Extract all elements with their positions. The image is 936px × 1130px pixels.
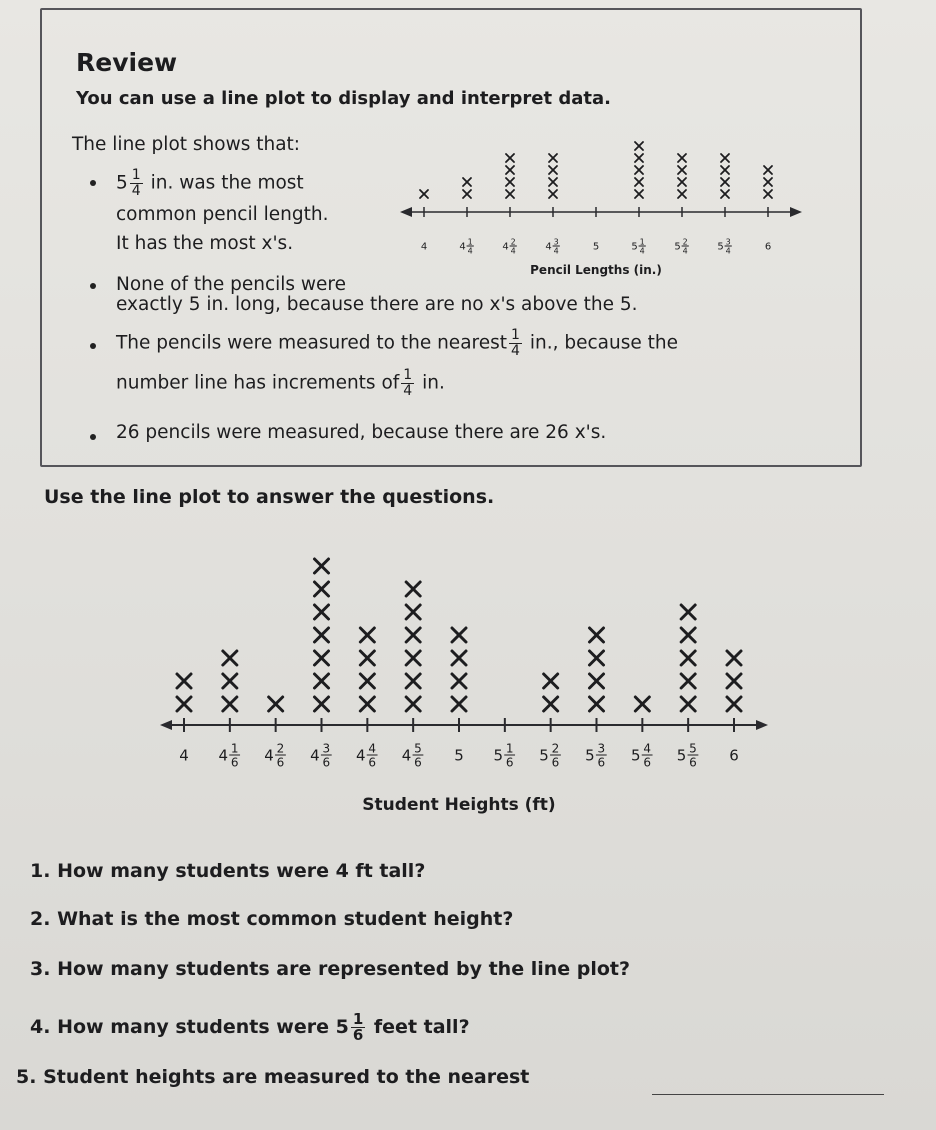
x-mark — [406, 628, 420, 642]
axis-arrow-right — [756, 720, 768, 730]
svg-text:1: 1 — [505, 741, 514, 756]
svg-text:4: 4 — [553, 246, 559, 256]
x-mark — [549, 166, 557, 174]
x-mark — [721, 190, 729, 198]
x-mark — [506, 154, 514, 162]
question-3: 3. How many students are represented by the line plot? — [30, 958, 631, 980]
bullet-2-line-1: None of the pencils were — [116, 274, 347, 295]
x-mark — [463, 190, 471, 198]
svg-text:5: 5 — [585, 746, 595, 765]
tick-label — [674, 237, 688, 255]
svg-text:1: 1 — [230, 741, 239, 756]
tick-label — [402, 742, 424, 770]
tick-label — [421, 242, 427, 253]
svg-text:4: 4 — [368, 741, 376, 756]
x-mark — [452, 674, 466, 688]
x-mark — [635, 178, 643, 186]
student-heights-line-plot — [140, 540, 780, 830]
tick-label — [585, 742, 607, 770]
x-mark — [635, 166, 643, 174]
svg-text:5: 5 — [689, 741, 697, 756]
svg-text:6: 6 — [551, 755, 560, 770]
svg-text:4: 4 — [264, 746, 274, 765]
x-mark — [681, 674, 695, 688]
question-1: 1. How many students were 4 ft tall? — [30, 860, 426, 882]
x-mark — [506, 178, 514, 186]
x-mark — [764, 190, 772, 198]
axis-arrow-left — [160, 720, 172, 730]
svg-text:4: 4 — [355, 746, 366, 765]
axis-arrow-left — [400, 207, 412, 217]
tick-label — [631, 742, 653, 770]
x-mark — [549, 190, 557, 198]
svg-text:6: 6 — [276, 755, 285, 770]
svg-text:6: 6 — [729, 746, 739, 765]
svg-text:5: 5 — [539, 746, 549, 765]
x-mark — [406, 582, 420, 596]
svg-text:2: 2 — [510, 237, 516, 247]
svg-text:4: 4 — [179, 746, 189, 765]
svg-text:6: 6 — [689, 755, 697, 770]
x-mark — [360, 674, 374, 688]
x-mark — [452, 651, 466, 665]
bullet-3 — [90, 343, 96, 349]
svg-text:4: 4 — [467, 246, 473, 256]
x-mark — [544, 697, 558, 711]
x-mark — [315, 697, 329, 711]
svg-text:5: 5 — [630, 746, 641, 765]
svg-text:2: 2 — [551, 741, 560, 756]
review-title: Review — [76, 48, 178, 77]
tick-label — [539, 742, 561, 770]
svg-text:1: 1 — [639, 237, 645, 247]
x-mark — [635, 142, 643, 150]
bullet-1 — [90, 180, 96, 186]
review-line-plot-shows: The line plot shows that: — [72, 134, 301, 155]
svg-text:5: 5 — [414, 741, 422, 756]
x-mark — [678, 178, 686, 186]
x-mark — [463, 178, 471, 186]
x-mark — [681, 605, 695, 619]
x-mark — [315, 651, 329, 665]
x-mark — [420, 190, 428, 198]
x-mark — [678, 166, 686, 174]
svg-text:4: 4 — [459, 241, 466, 253]
svg-text:4: 4 — [401, 746, 412, 765]
x-mark — [727, 651, 741, 665]
question-2: 2. What is the most common student height? — [30, 908, 514, 930]
answer-line[interactable] — [652, 1094, 884, 1095]
svg-text:3: 3 — [553, 237, 559, 247]
x-mark — [678, 154, 686, 162]
question-5: 5. Student heights are measured to the nearest — [16, 1066, 530, 1088]
svg-text:6: 6 — [414, 755, 422, 770]
svg-text:6: 6 — [322, 755, 331, 770]
tick-label — [310, 742, 332, 770]
x-mark — [681, 697, 695, 711]
x-mark — [406, 697, 420, 711]
x-mark — [506, 166, 514, 174]
x-mark — [721, 154, 729, 162]
x-mark — [177, 674, 191, 688]
bullet-4-text: 26 pencils were measured, because there are 26 x's. — [116, 422, 607, 443]
svg-text:5: 5 — [674, 241, 681, 253]
bullet-1-line-1: 5 $\frac{1}{4}$ in. was the most — [116, 167, 304, 199]
tick-label — [729, 746, 739, 764]
tick-label — [677, 742, 699, 770]
x-mark — [721, 178, 729, 186]
x-mark — [544, 674, 558, 688]
svg-text:5: 5 — [676, 746, 687, 765]
svg-text:4: 4 — [218, 746, 229, 765]
review-intro: You can use a line plot to display and interpret data. — [76, 88, 611, 109]
svg-text:4: 4 — [420, 241, 428, 253]
svg-text:5: 5 — [454, 746, 464, 765]
x-mark — [360, 651, 374, 665]
x-mark — [549, 154, 557, 162]
x-mark — [406, 674, 420, 688]
x-mark — [223, 697, 237, 711]
x-mark — [635, 154, 643, 162]
svg-text:5: 5 — [493, 746, 504, 765]
bullet-3-line-1: The pencils were measured to the nearest $\frac{1}{4}$ in., because the — [116, 327, 678, 359]
svg-text:2: 2 — [276, 741, 285, 756]
tick-label — [502, 237, 516, 255]
tick-label — [264, 742, 286, 770]
svg-text:5: 5 — [717, 241, 724, 253]
pencil-lengths-line-plot — [390, 128, 810, 288]
x-mark — [315, 628, 329, 642]
x-mark — [452, 628, 466, 642]
bullet-1-line-2: common pencil length. — [116, 204, 329, 225]
svg-text:3: 3 — [322, 741, 331, 756]
x-mark — [315, 605, 329, 619]
x-mark — [681, 628, 695, 642]
svg-text:3: 3 — [725, 237, 731, 247]
x-mark — [315, 559, 329, 573]
bullet-1-line-3: It has the most x's. — [116, 233, 294, 254]
tick-label — [356, 742, 378, 770]
tick-label — [454, 746, 464, 764]
bullet-2-line-2: exactly 5 in. long, because there are no x's above the 5. — [116, 294, 638, 315]
x-mark — [727, 674, 741, 688]
chart-title: Pencil Lengths (in.) — [530, 263, 662, 277]
svg-text:4: 4 — [639, 246, 645, 256]
x-mark — [315, 582, 329, 596]
x-mark — [721, 166, 729, 174]
x-mark — [678, 190, 686, 198]
axis-arrow-right — [790, 207, 802, 217]
svg-text:6: 6 — [643, 755, 651, 770]
svg-text:4: 4 — [545, 241, 552, 253]
bullet-2 — [90, 283, 96, 289]
x-mark — [452, 697, 466, 711]
x-mark — [764, 178, 772, 186]
question-4: 4. How many students were 5 $\frac{1}{6}$ feet tall? — [30, 1010, 470, 1044]
x-mark — [360, 628, 374, 642]
x-mark — [590, 674, 604, 688]
svg-text:6: 6 — [505, 755, 514, 770]
svg-text:4: 4 — [502, 241, 509, 253]
x-mark — [406, 605, 420, 619]
tick-label — [593, 242, 599, 253]
svg-text:6: 6 — [368, 755, 376, 770]
x-mark — [549, 178, 557, 186]
bullet-4 — [90, 434, 96, 440]
x-mark — [764, 166, 772, 174]
x-mark — [315, 674, 329, 688]
x-mark — [727, 697, 741, 711]
svg-text:6: 6 — [597, 755, 606, 770]
svg-text:2: 2 — [682, 237, 688, 247]
svg-text:4: 4 — [725, 246, 731, 256]
svg-text:1: 1 — [467, 237, 473, 247]
tick-label — [631, 237, 645, 255]
svg-text:3: 3 — [597, 741, 606, 756]
x-mark — [590, 651, 604, 665]
tick-label — [545, 237, 559, 255]
x-mark — [681, 651, 695, 665]
x-mark — [635, 697, 649, 711]
svg-text:4: 4 — [682, 246, 688, 256]
tick-label — [218, 742, 240, 770]
tick-label — [459, 237, 473, 255]
x-mark — [269, 697, 283, 711]
svg-text:5: 5 — [592, 241, 600, 253]
chart-title: Student Heights (ft) — [362, 795, 556, 815]
svg-text:6: 6 — [230, 755, 239, 770]
tick-label — [493, 742, 515, 770]
svg-text:4: 4 — [643, 741, 651, 756]
x-mark — [506, 190, 514, 198]
svg-text:6: 6 — [764, 241, 772, 253]
x-mark — [635, 190, 643, 198]
x-mark — [177, 697, 191, 711]
x-mark — [406, 651, 420, 665]
tick-label — [717, 237, 731, 255]
x-mark — [590, 628, 604, 642]
tick-label — [179, 746, 189, 764]
x-mark — [223, 651, 237, 665]
instructions: Use the line plot to answer the questions. — [44, 486, 495, 508]
tick-label — [765, 242, 771, 253]
svg-text:4: 4 — [310, 746, 320, 765]
x-mark — [590, 697, 604, 711]
bullet-3-line-2: number line has increments of $\frac{1}{4}$ in. — [116, 367, 445, 399]
x-mark — [223, 674, 237, 688]
svg-text:4: 4 — [510, 246, 516, 256]
x-mark — [360, 697, 374, 711]
svg-text:5: 5 — [631, 241, 638, 253]
